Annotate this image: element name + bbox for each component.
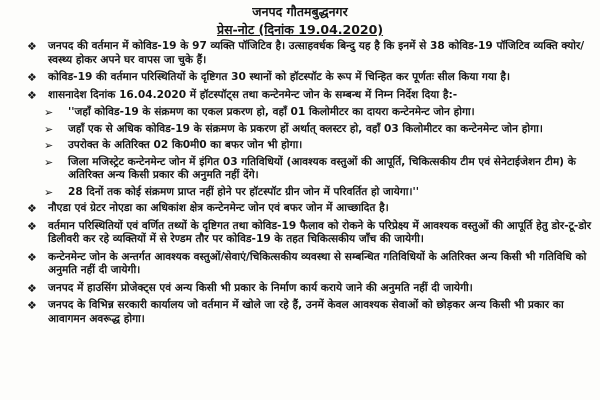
document-header bbox=[0, 3, 600, 39]
diamond-bullet-icon: ❖ bbox=[27, 202, 37, 215]
arrow-bullet-icon: ➢ bbox=[44, 106, 54, 119]
arrow-bullet-icon: ➢ bbox=[44, 185, 54, 199]
paragraph-text: वर्तमान परिस्थितियों एवं वर्णित तथ्यों के दृष्टिगत तथा कोविड-19 फैलाव को रोकने के परिप्रेक्ष्य में आवश्यक वस्तुओं की आपूर्ति हेतु डोर-टू-डोर डिलीवरी कर रहे व्यक्तियों में से रेण्डम तौर पर कोविड-19 के तहत चिकित्सकीय जाँच की जायेगी। bbox=[48, 219, 592, 245]
paragraph-text: शासनादेश दिनांक 16.04.2020 में हॉटस्पॉट्स तथा कन्टेनमेन्ट जोन के सम्बन्ध में निम्न निर्देश दिया है:- bbox=[48, 88, 458, 101]
diamond-bullet-icon: ❖ bbox=[27, 281, 37, 295]
sub-item-text: उपरोक्त के अतिरिक्त 02 कि0मी0 का बफर जोन भी होगा। bbox=[68, 139, 303, 151]
paragraph-6 bbox=[24, 251, 594, 278]
sub-item-4 bbox=[24, 156, 594, 183]
district-title: जनपद गौतमबुद्धनगर bbox=[252, 4, 348, 19]
sub-item-1 bbox=[24, 106, 594, 120]
paragraph-8 bbox=[24, 299, 594, 326]
paragraph-text: जनपद में हाउसिंग प्रोजेक्ट्स एवं अन्य किसी भी प्रकार के निर्माण कार्य कराये जाने की अनुमति नहीं दी जायेगी। bbox=[48, 281, 473, 294]
paragraph-7 bbox=[24, 282, 594, 296]
diamond-bullet-icon: ❖ bbox=[27, 299, 37, 312]
paragraph-2 bbox=[24, 71, 594, 85]
sub-item-text: 28 दिनों तक कोई संक्रमण प्राप्त नहीं होने पर हॉटस्पॉट ग्रीन जोन में परिवर्तित हो जायेगा।'' bbox=[68, 185, 420, 198]
paragraph-1 bbox=[24, 40, 594, 67]
paragraph-text: जनपद की वर्तमान में कोविड-19 के 97 व्यक्ति पॉजिटिव है। उत्साहवर्धक बिन्दु यह है कि इनमें से 38 कोविड-19 पॉजिटिव व्यक्ति क्योर/स्वस्थ्य होकर अपने घर वापस जा चुके हैं। bbox=[48, 40, 585, 66]
diamond-bullet-icon: ❖ bbox=[27, 250, 37, 264]
diamond-bullet-icon: ❖ bbox=[27, 40, 37, 53]
paragraph-text: जनपद के विभिन्न सरकारी कार्यालय जो वर्तमान में खोले जा रहे हैं, उनमें केवल आवश्यक सेवाओं को छोड़कर अन्य किसी भी प्रकार का आवागमन अवरूद्ध होगा। bbox=[48, 299, 564, 325]
sub-item-text: जिला मजिस्ट्रेट कन्टेनमेन्ट जोन में इंगित 03 गतिविधियों (आवश्यक वस्तुओं की आपूर्ति, चिकित्सकीय टीम एवं सेनेटाईजेशन टीम) के अतिरिक्त अन्य किसी प्रकार की अनुमति नहीं देंगे। bbox=[68, 155, 576, 181]
paragraph-3 bbox=[24, 89, 594, 103]
paragraph-text: नौएडा एवं ग्रेटर नोएडा का अधिकांश क्षेत्र कन्टेनमेन्ट जोन एवं बफर जोन में आच्छादित है। bbox=[48, 202, 389, 214]
diamond-bullet-icon: ❖ bbox=[27, 88, 37, 102]
sub-item-text: ''जहाँ कोविड-19 के संक्रमण का एकल प्रकरण हो, वहाँ 01 किलोमीटर का दायरा कन्टेनमेन्ट जोन होगा। bbox=[68, 106, 475, 118]
paragraph-text: कन्टेनमेन्ट जोन के अन्तर्गत आवश्यक वस्तुओं/सेवाएं/चिकित्सकीय व्यवस्था से सम्बन्धित गतिविधियों के अतिरिक्त अन्य किसी भी गतिविधि को अनुमति नहीं दी जायेगी। bbox=[48, 250, 587, 276]
arrow-bullet-icon: ➢ bbox=[44, 122, 54, 136]
paragraph-5 bbox=[24, 220, 594, 247]
paragraph-text: कोविड-19 की वर्तमान परिस्थितियों के दृष्टिगत 30 स्थानों को हॉटस्पॉट के रूप में चिन्हित कर पूर्णतः सील किया गया है। bbox=[48, 71, 511, 83]
paragraph-4 bbox=[24, 202, 594, 216]
arrow-bullet-icon: ➢ bbox=[44, 139, 54, 152]
diamond-bullet-icon: ❖ bbox=[27, 219, 37, 233]
sub-item-5 bbox=[24, 186, 594, 200]
press-note-title: प्रेस-नोट (दिनांक 19.04.2020) bbox=[216, 22, 384, 37]
sub-item-3 bbox=[24, 139, 594, 153]
sub-item-text: जहाँ एक से अधिक कोविड-19 के संक्रमण के प्रकरण हों अर्थात् क्लस्टर हो, वहाँ 03 किलोमीटर का कन्टेनमेन्ट जोन होगा। bbox=[68, 122, 543, 135]
document-body bbox=[24, 40, 594, 330]
diamond-bullet-icon: ❖ bbox=[27, 71, 37, 84]
sub-item-2 bbox=[24, 123, 594, 137]
arrow-bullet-icon: ➢ bbox=[44, 155, 54, 169]
